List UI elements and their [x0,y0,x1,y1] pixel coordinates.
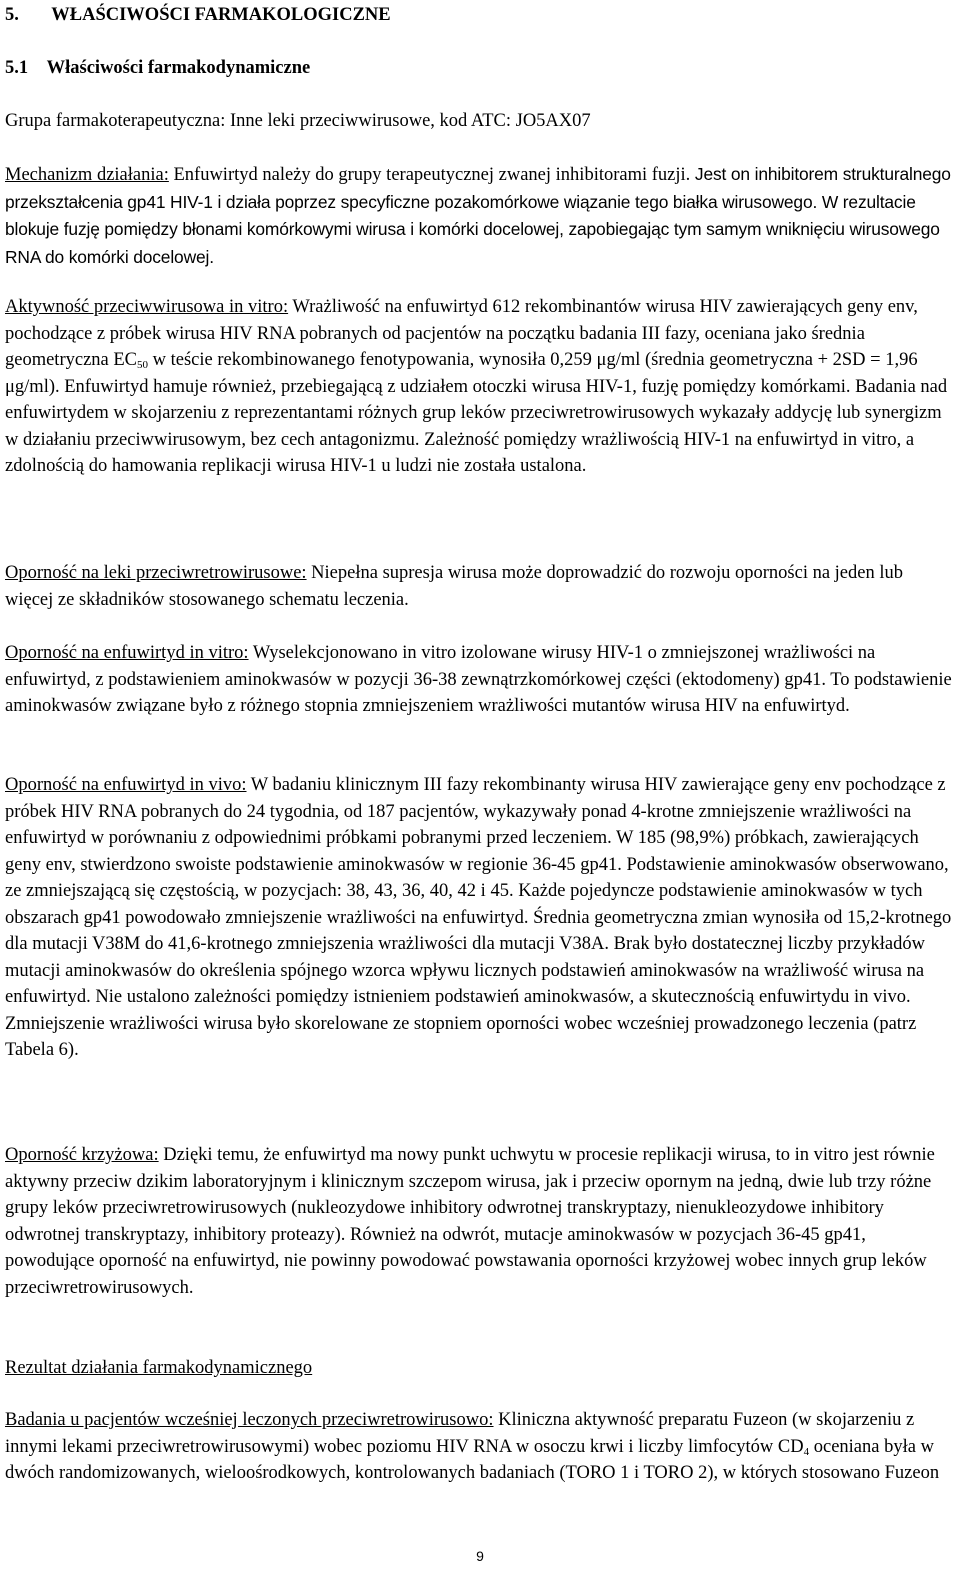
resistance-in-vitro-text: Wyselekcjonowano in vitro izolowane wirusy HIV-1 o zmniejszonej wrażliwości na enfuwirtyd, z podstawieniem aminokwasów w pozycji 36-38 zewnątrzkomórkowej części (ektodomeny) gp41. To podstawienie aminokwasów związane było z różnego stopnia zmniejszeniem wrażliwości mutantów wirusa HIV na enfuwirtyd. [5,643,952,716]
resistance-in-vivo-paragraph [5,772,953,1064]
resistance-in-vivo-label: Oporność na enfuwirtyd in vivo: [5,775,247,795]
cross-resistance-label: Oporność krzyżowa: [5,1145,159,1165]
pretreated-patients-label: Badania u pacjentów wcześniej leczonych przeciwretrowirusowo: [5,1410,494,1430]
antiviral-activity-paragraph [5,294,953,480]
resistance-arv-text: Niepełna supresja wirusa może doprowadzić do rozwoju oporności na jeden lub więcej ze składników stosowanego schematu leczenia. [5,563,903,610]
page-number: 9 [476,1548,484,1564]
mechanism-paragraph [5,161,953,271]
ec-subscript: 50 [137,359,149,371]
resistance-arv-label: Oporność na leki przeciwretrowirusowe: [5,563,307,583]
section-heading: 5. WŁAŚCIWOŚCI FARMAKOLOGICZNE [5,5,391,25]
antiviral-activity-label: Aktywność przeciwwirusowa in vitro: [5,297,289,317]
mechanism-text-serif: Enfuwirtyd należy do grupy terapeutycznej zwanej inhibitorami fuzji. [168,165,695,185]
antiviral-activity-text-2: w teście rekombinowanego fenotypowania, wynosiła 0,259 μg/ml (średnia geometryczna + 2SD = 1,96 μg/ml). Enfuwirtyd hamuje również, przebiegającą z udziałem otoczki wirusa HIV-1, fuzję pomiędzy komórkami. Badania nad enfuwirtydem w skojarzeniu z reprezentantami różnych grup leków przeciwretrowirusowych wykazały addycję lub synergizm w działaniu przeciwwirusowym, bez cech antagonizmu. Zależność pomiędzy wrażliwością HIV-1 na enfuwirtyd in vitro, a zdolnością do hamowania replikacji wirusa HIV-1 u ludzi nie została ustalona. [5,350,948,476]
pretreated-patients-text-2: oceniana była w dwóch randomizowanych, wieloośrodkowych, kontrolowanych badaniach (TORO 1 i TORO 2), w których stosowano Fuzeon [5,1436,940,1483]
cd4-subscript: 4 [803,1445,810,1458]
resistance-in-vivo-text: W badaniu klinicznym III fazy rekombinanty wirusa HIV zawierające geny env pochodzące z próbek HIV RNA pobranych do 24 tygodnia, od 187 pacjentów, wykazywały ponad 4-krotne zmniejszenie wrażliwości na enfuwirtyd w porównaniu z odpowiednimi próbkami pobranymi przed leczeniem. W 185 (98,9%) próbkach, zawierających geny env, stwierdzono swoiste podstawienie aminokwasów w regionie 36-45 gp41. Podstawienie aminokwasów obserwowano, ze zmniejszającą się częstością, w pozycjach: 38, 43, 36, 40, 42 i 45. Każde pojedyncze podstawienie aminokwasów w tych obszarach gp41 powodowało zmniejszenie wrażliwości na enfuwirtyd. Średnia geometryczna zmian wynosiła od 15,2-krotnego dla mutacji V38M do 41,6-krotnego zmniejszenia wrażliwości dla mutacji V38A. Brak było dostatecznej liczby przykładów mutacji aminokwasów do określenia spójnego wzorca wpływu licznych podstawień aminokwasów na wrażliwość wirusa na enfuwirtyd. Nie ustalono zależności pomiędzy istnieniem podstawień aminokwasów, a skutecznością enfuwirtydu in vivo. Zmniejszenie wrażliwości wirusa było skorelowane ze stopniem oporności wobec wcześniej prowadzonego leczenia (patrz Tabela 6). [5,775,952,1060]
mechanism-text-sans: Jest on inhibitorem strukturalnego przekształcenia gp41 HIV-1 i działa poprzez specyficzne pozakomórkowe wiązanie tego białka wirusowego. W rezultacie blokuje fuzję pomiędzy błonami komórkowymi wirusa i komórki docelowej, zapobiegając tym samym wniknięciu wirusowego RNA do komórki docelowej. [5,164,951,267]
resistance-in-vitro-label: Oporność na enfuwirtyd in vitro: [5,643,249,663]
cross-resistance-text: Dzięki temu, że enfuwirtyd ma nowy punkt uchwytu w procesie replikacji wirusa, to in vitro jest równie aktywny przeciw dzikim laboratoryjnym i klinicznym szczepom wirusa, jak i przeciw opornym na jedną, dwie lub trzy różne grupy leków przeciwretrowirusowych (nukleozydowe inhibitory odwrotnej transkryptazy, nienukleozydowe inhibitory odwrotnej transkryptazy, inhibitory proteazy). Również na odwrót, mutacje aminokwasów w pozycjach 36-45 gp41, powodujące oporność na enfuwirtyd, nie powinny powodować powstawania oporności krzyżowej wobec innych grup leków przeciwretrowirusowych. [5,1145,935,1298]
subsection-heading: 5.1 Właściwości farmakodynamiczne [5,58,311,78]
pharmacotherapeutic-group: Grupa farmakoterapeutyczna: Inne leki przeciwwirusowe, kod ATC: JO5AX07 [5,111,591,131]
antiviral-activity-text-1: Wrażliwość na enfuwirtyd 612 rekombinantów wirusa HIV zawierających geny env, pochodzące z próbek wirusa HIV RNA pobranych od pacjentów na początku badania III fazy, oceniana jako średnia geometryczna EC [5,297,918,370]
pretreated-patients-paragraph [5,1407,953,1487]
mechanism-label: Mechanizm działania: [5,165,169,185]
pd-result-heading: Rezultat działania farmakodynamicznego [5,1358,313,1378]
resistance-in-vitro-paragraph [5,640,953,720]
resistance-arv-paragraph [5,560,953,613]
pretreated-patients-text-1: Kliniczna aktywność preparatu Fuzeon (w skojarzeniu z innymi lekami przeciwretrowirusowymi) wobec poziomu HIV RNA w osoczu krwi i liczby limfocytów CD [5,1410,915,1457]
cross-resistance-paragraph [5,1142,953,1301]
